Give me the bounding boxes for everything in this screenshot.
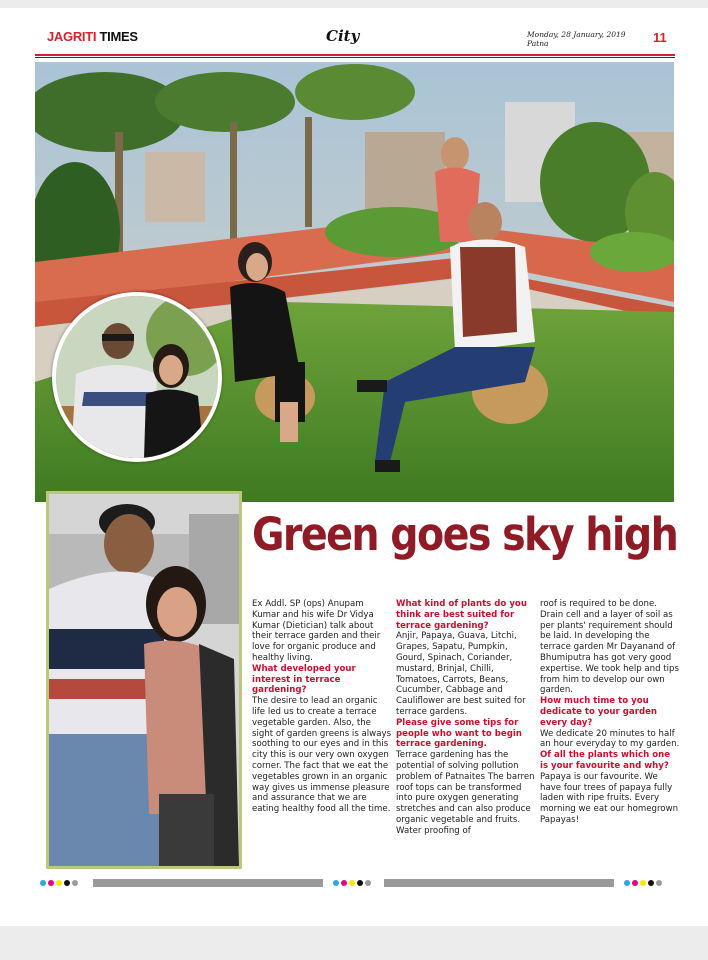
- footer-bar-right: [384, 879, 614, 887]
- answer-4: We dedicate 20 minutes to half an hour everyday to my garden.: [540, 728, 680, 750]
- registration-dot: [632, 880, 638, 886]
- question-1: What developed your interest in terrace gardening?: [252, 663, 356, 696]
- answer-2: Anjir, Papaya, Guava, Litchi, Grapes, Sapatu, Pumpkin, Gourd, Spinach, Coriander, mustard, Brinjal, Chilli, Tomatoes, Carrots, Beans, Cucumber, Cabbage and Cauliflower are best suited for terrace gardens.: [396, 631, 526, 717]
- registration-dot: [64, 880, 70, 886]
- couple-inset-photo: [52, 292, 222, 462]
- question-5: Of all the plants which one is your favourite and why?: [540, 750, 671, 771]
- article-headline: Green goes sky high: [252, 508, 678, 561]
- registration-dot: [640, 880, 646, 886]
- answer-3-part-2: roof is required to be done. Drain cell and a layer of soil as per plants' requirement should be laid. In developing the terrace garden Mr Dayanand of Bhumiputra has got very good expertise. We took help and tips from him to develop our own garden.: [540, 599, 679, 696]
- registration-dot: [365, 880, 371, 886]
- couple-inset-scene: [56, 296, 218, 458]
- question-2: What kind of plants do you think are best suited for terrace gardening?: [396, 599, 527, 631]
- registration-dot: [40, 880, 46, 886]
- page-number: 11: [653, 30, 667, 45]
- answer-1: The desire to lead an organic life led us to create a terrace vegetable garden. Also, the sight of garden greens is always soothing to our eyes and in this city this is our very own oxygen corner. The fact that we eat the vegetables grown in an organic way gives us immense pleasure and assurance that we are eating healthy food all the time.: [252, 696, 392, 815]
- couple-portrait-scene: [49, 494, 239, 866]
- article-column-1: [252, 599, 392, 815]
- footer-color-dots-right: [624, 880, 662, 886]
- question-4: How much time to you dedicate to your garden every day?: [540, 696, 658, 728]
- header-rule: [35, 54, 675, 56]
- article-intro: Ex Addl. SP (ops) Anupam Kumar and his wife Dr Vidya Kumar (Dietician) talk about their terrace garden and their love for organic produce and healthy living.: [252, 599, 381, 663]
- couple-portrait-photo: [46, 491, 242, 869]
- registration-dot: [56, 880, 62, 886]
- question-3: Please give some tips for people who want to begin terrace gardening.: [396, 717, 522, 750]
- registration-dot: [333, 880, 339, 886]
- header-rule-thin: [35, 57, 675, 58]
- registration-dot: [357, 880, 363, 886]
- article-column-3: [540, 599, 680, 826]
- article-column-2: [396, 599, 536, 837]
- issue-dateline: [527, 30, 626, 48]
- answer-5: Papaya is our favourite. We have four trees of papaya fully laden with ripe fruits. Every morning we eat our homegrown Papayas!: [540, 771, 679, 825]
- registration-dot: [48, 880, 54, 886]
- issue-city: Patna: [527, 39, 549, 48]
- registration-dot: [624, 880, 630, 886]
- section-name: City: [326, 27, 360, 45]
- registration-dot: [648, 880, 654, 886]
- registration-dot: [656, 880, 662, 886]
- registration-dot: [349, 880, 355, 886]
- footer-color-dots-left: [40, 880, 78, 886]
- registration-dot: [72, 880, 78, 886]
- registration-dot: [341, 880, 347, 886]
- answer-3-part-1: Terrace gardening has the potential of solving pollution problem of Patnaites The barren roof tops can be transformed into pure oxygen generating stretches and can also produce organic vegetable and fruits. Water proofing of: [396, 750, 535, 836]
- issue-date: Monday, 28 January, 2019: [527, 30, 626, 39]
- footer-color-dots-center: [333, 880, 371, 886]
- footer-bar-left: [93, 879, 323, 887]
- masthead-logo: JAGRITI TIMES: [47, 29, 138, 44]
